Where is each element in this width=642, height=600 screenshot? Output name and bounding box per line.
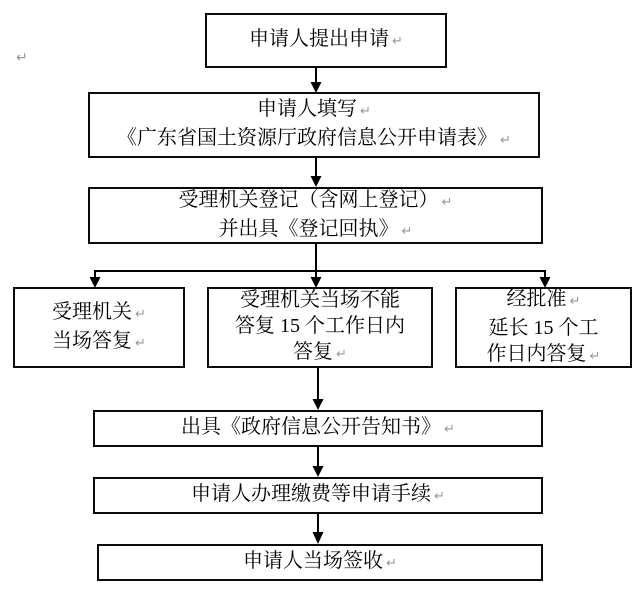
node-reply-extended (455, 287, 632, 368)
arrow-15days-to-notice-head (313, 399, 324, 410)
node-extended-text-1: 经批准 (506, 287, 567, 310)
paragraph-mark: ↵ (386, 556, 397, 571)
node-text-line (507, 286, 581, 315)
node-sign-text: 申请人当场签收 (243, 550, 384, 572)
node-sign-receipt (97, 544, 543, 581)
node-text-line (219, 216, 413, 245)
paragraph-mark: ↵ (360, 104, 371, 119)
node-15days-text-1: 受理机关当场不能 (240, 289, 400, 311)
node-extended-text-2: 延长 15 个工 (488, 316, 599, 339)
arrow-notice-to-pay-head (313, 466, 324, 477)
node-text-line (489, 315, 599, 341)
node-register-text-1: 受理机关登记（含网上登记） (178, 188, 439, 211)
node-text-line (181, 414, 455, 443)
node-text-line (191, 481, 445, 510)
arrow-fillform-to-register-head (311, 176, 322, 187)
node-pay-text: 申请人办理缴费等申请手续 (191, 483, 432, 505)
node-text-line (257, 96, 371, 125)
node-reply-15-days (207, 287, 433, 368)
node-text-line (487, 341, 601, 370)
paragraph-mark: ↵ (336, 347, 347, 362)
node-text-line (52, 328, 146, 357)
node-reply-onsite (13, 287, 185, 368)
node-extended-text-3: 作日内答复 (486, 342, 587, 365)
node-text-line (249, 26, 403, 55)
node-fillform-text-1: 申请人填写 (257, 98, 358, 120)
node-text-line (293, 339, 347, 368)
node-onsite-text-1: 受理机关 (52, 300, 133, 323)
node-text-line (117, 125, 511, 154)
node-fill-application-form (88, 92, 540, 158)
paragraph-mark: ↵ (444, 422, 455, 437)
arrow-pay-to-sign-head (313, 532, 324, 544)
node-15days-text-2: 答复 15 个工作日内 (235, 315, 405, 337)
node-register-text-2: 并出具《登记回执》 (218, 217, 399, 240)
paragraph-mark: ↵ (569, 293, 581, 309)
node-submit-text: 申请人提出申请 (249, 28, 390, 50)
paragraph-mark: ↵ (16, 50, 28, 66)
paragraph-mark: ↵ (392, 34, 403, 49)
paragraph-mark: ↵ (401, 223, 413, 239)
paragraph-mark: ↵ (441, 194, 453, 210)
node-text-line (52, 299, 146, 328)
node-text-line (179, 187, 453, 216)
paragraph-mark: ↵ (500, 133, 511, 148)
paragraph-mark: ↵ (135, 306, 146, 322)
node-submit-application (205, 13, 447, 68)
node-15days-text-3: 答复 (293, 341, 334, 363)
paragraph-mark: ↵ (434, 489, 445, 504)
node-fillform-text-2: 《广东省国土资源厅政府信息公开申请表》 (117, 127, 498, 149)
node-text-line (243, 548, 397, 577)
node-pay-fees (93, 477, 543, 514)
paragraph-mark: ↵ (589, 348, 601, 364)
node-notice-text: 出具《政府信息公开告知书》 (181, 416, 442, 438)
node-register-receipt (88, 187, 543, 244)
node-text-line (240, 287, 400, 313)
node-issue-notice (93, 410, 543, 447)
paragraph-mark: ↵ (135, 335, 146, 351)
node-text-line (235, 313, 405, 339)
node-onsite-text-2: 当场答复 (52, 329, 133, 352)
